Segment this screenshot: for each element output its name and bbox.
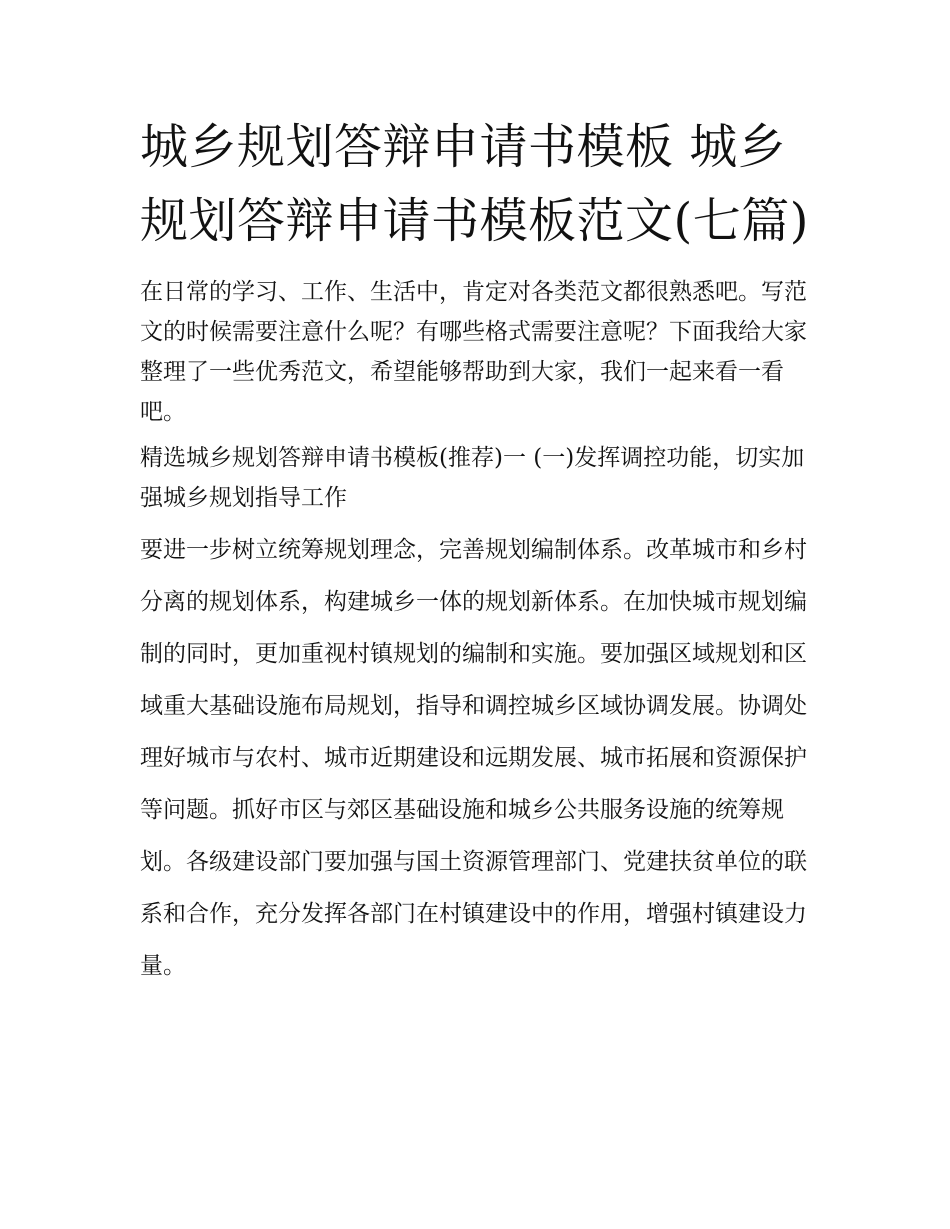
document-page [140, 110, 812, 992]
body-paragraph: 要进一步树立统筹规划理念，完善规划编制体系。改革城市和乡村分离的规划体系，构建城乡一体的规划新体系。在加快城市规划编制的同时，更加重视村镇规划的编制和实施。要加强区域规划和区域重大基础设施布局规划，指导和调控城乡区域协调发展。协调处理好城市与农村、城市近期建设和远期发展、城市拓展和资源保护等问题。抓好市区与郊区基础设施和城乡公共服务设施的统筹规划。各级建设部门要加强与国土资源管理部门、党建扶贫单位的联系和合作，充分发挥各部门在村镇建设中的作用，增强村镇建设力量。 [140, 537, 807, 979]
intro-paragraph: 在日常的学习、工作、生活中，肯定对各类范文都很熟悉吧。写范文的时候需要注意什么呢？有哪些格式需要注意呢？下面我给大家整理了一些优秀范文，希望能够帮助到大家，我们一起来看一看吧。 [140, 279, 807, 425]
document-title: 城乡规划答辩申请书模板 城乡规划答辩申请书模板范文(七篇) [140, 119, 809, 249]
section-heading: 精选城乡规划答辩申请书模板(推荐)一 (一)发挥调控功能，切实加强城乡规划指导工作 [140, 445, 805, 511]
